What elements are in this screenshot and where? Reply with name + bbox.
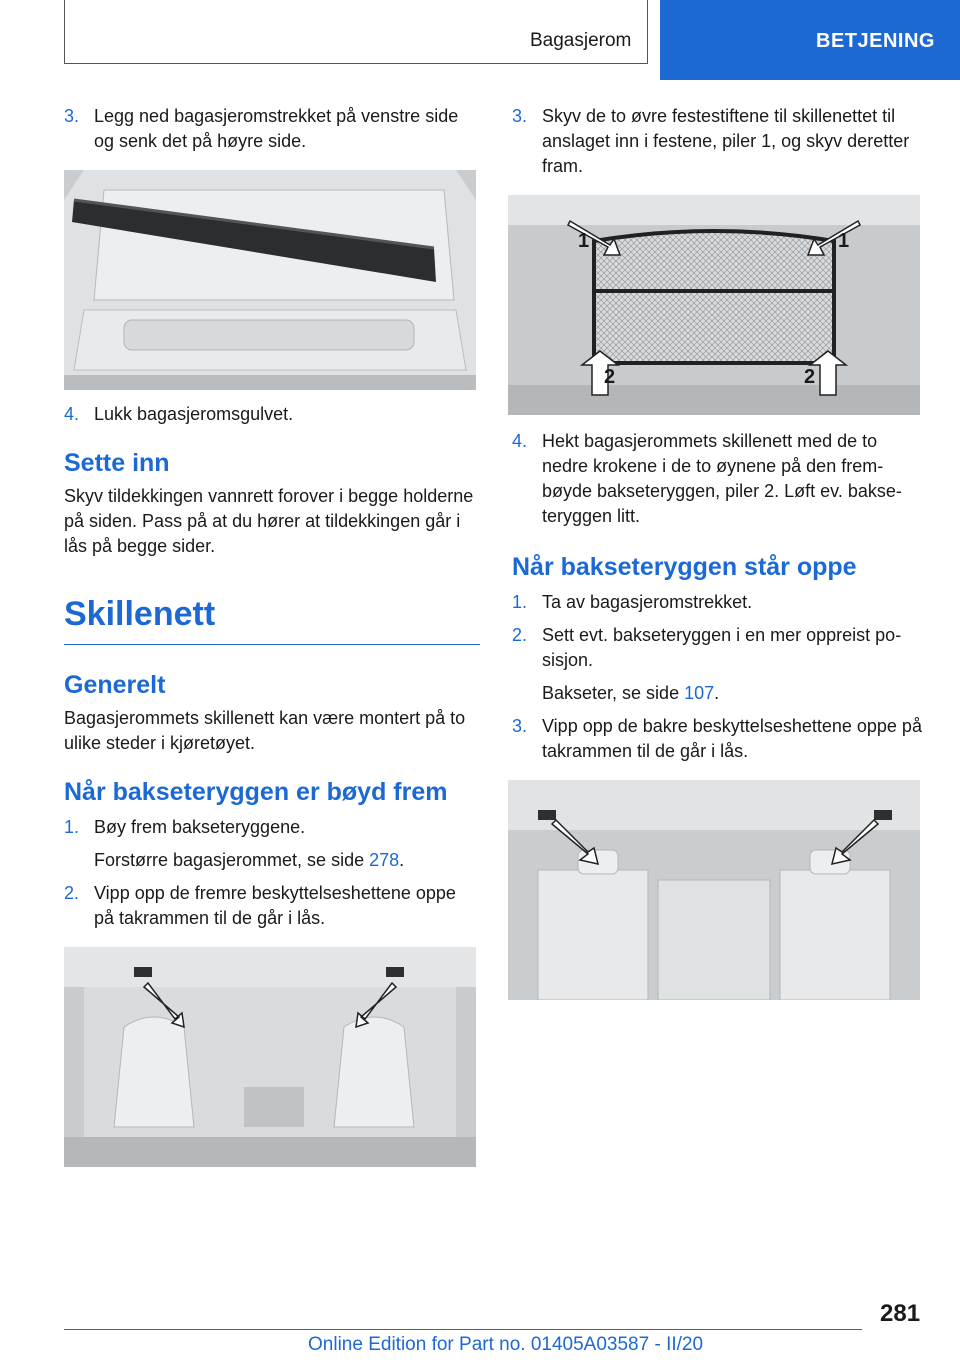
- step-text: Vipp opp de fremre beskyttelseshettene oppe på takrammen til de går i lås.: [94, 883, 456, 928]
- cross-reference-text: Forstørre bagasjerommet, se side: [94, 850, 370, 870]
- step-number: 2.: [64, 883, 80, 903]
- cross-reference: [512, 681, 926, 706]
- step-text: Skyv de to øvre festestiftene til skillenettet til anslaget inn i festene, piler 1, og skyv deretter fram.: [542, 106, 910, 176]
- step-2-boyd-frem: [64, 881, 476, 931]
- heading-rule: [64, 644, 480, 645]
- step-number: 4.: [512, 431, 528, 451]
- luggage-cover-figure: [64, 170, 476, 390]
- right-column: [512, 104, 926, 1000]
- step-text: Vipp opp de bakre beskyttelseshettene oppe på takrammen til de går i lås.: [542, 716, 922, 761]
- cross-reference-text: Bakseter, se side: [542, 683, 685, 703]
- step-number: 3.: [512, 106, 528, 126]
- arrow-label-1-left: 1: [578, 230, 590, 252]
- generelt-text: Bagasjerommets skillenett kan være montert på to ulike steder i kjøretøyet.: [64, 708, 466, 753]
- footer-rule: [64, 1329, 862, 1330]
- cross-reference-end: .: [399, 850, 405, 870]
- step-number: 3.: [64, 106, 80, 126]
- step-number: 1.: [64, 817, 80, 837]
- step-3-star-oppe: [512, 714, 926, 764]
- step-text: Bøy frem bakseteryggene.: [94, 817, 306, 837]
- arrow-label-2-left: 2: [604, 366, 616, 388]
- step-text: Sett evt. bakseteryggen i en mer oppreist posisjon.: [542, 625, 902, 670]
- front-caps-figure: [64, 947, 476, 1167]
- cross-reference-end: .: [714, 683, 720, 703]
- chapter-heading-skillenett: Skillenett: [64, 595, 216, 633]
- step-4-left: [64, 402, 476, 427]
- edition-note: Online Edition for Part no. 01405A03587 - II/20: [308, 1334, 704, 1355]
- step-text: Legg ned bagasjeromstrekket på venstre side og senk det på høyre side.: [94, 106, 459, 151]
- luggage-cover-illustration: [64, 170, 476, 390]
- step-2-star-oppe: [512, 623, 926, 673]
- sette-inn-text: Skyv tildekkingen vannrett forover i begge holderne på siden. Pass på at du hører at tildekkingen går i lås på begge sider.: [64, 486, 474, 556]
- page-number: 281: [880, 1300, 921, 1327]
- section-heading-star-oppe: Når bakseteryggen står oppe: [512, 553, 857, 581]
- step-number: 1.: [512, 592, 528, 612]
- step-number: 4.: [64, 404, 80, 424]
- rear-caps-illustration: [508, 780, 920, 1000]
- header-chapter-label: BETJENING: [816, 30, 935, 52]
- step-number: 3.: [512, 716, 528, 736]
- cross-reference: [64, 848, 476, 873]
- step-text: Lukk bagasjeromsgulvet.: [94, 404, 294, 424]
- section-heading-boyd-frem: Når bakseteryggen er bøyd frem: [64, 778, 448, 806]
- step-number: 2.: [512, 625, 528, 645]
- step-4-right: [512, 429, 926, 529]
- header-chapter-tab: [660, 0, 960, 80]
- rear-caps-figure: [508, 780, 920, 1000]
- arrow-label-1-right: 1: [838, 230, 850, 252]
- partition-net-figure: [508, 195, 920, 415]
- left-column: [64, 104, 476, 1167]
- partition-net-illustration: [508, 195, 920, 415]
- arrow-label-2-right: 2: [804, 366, 816, 388]
- step-1-star-oppe: [512, 590, 926, 615]
- page-link-107[interactable]: 107: [684, 683, 715, 703]
- front-caps-illustration: [64, 947, 476, 1167]
- header-section-title: Bagasjerom: [530, 30, 632, 51]
- step-1-boyd-frem: [64, 815, 476, 840]
- page-link-278[interactable]: 278: [369, 850, 400, 870]
- section-heading-generelt: Generelt: [64, 671, 166, 699]
- step-3-left: [64, 104, 476, 154]
- step-text: Ta av bagasjeromstrekket.: [542, 592, 753, 612]
- section-heading-sette-inn: Sette inn: [64, 449, 170, 477]
- step-text: Hekt bagasjerommets skillenett med de to nedre krokene i de to øynene på den frembøyde bakseteryggen, piler 2. Løft ev. bakseteryggen litt.: [542, 431, 902, 526]
- step-3-right: [512, 104, 926, 179]
